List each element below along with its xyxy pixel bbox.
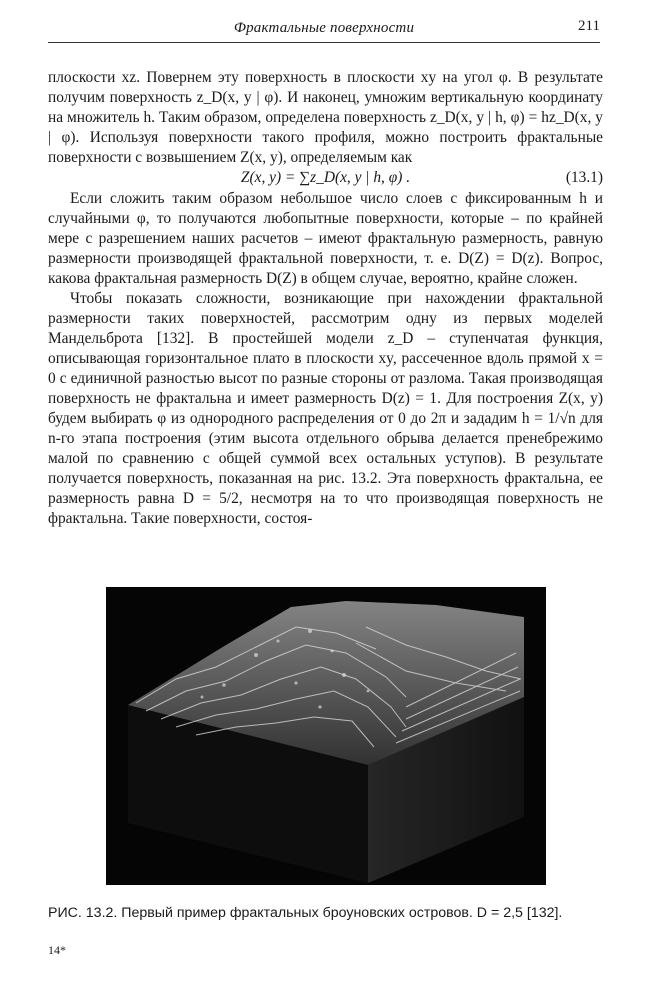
equation: Z(x, y) = ∑z_D(x, y | h, φ) . [240,169,411,186]
signature-mark: 14* [48,943,66,957]
page-header [48,18,600,42]
equation-line [48,168,603,189]
figure-caption: РИС. 13.2. Первый пример фрактальных броуновских островов. D = 2,5 [132]. [48,905,563,921]
figure-fractal-surface [106,587,546,885]
body-text [48,68,603,529]
running-title: Фрактальные поверхности [233,20,415,36]
header-rule [48,42,600,43]
fractal-surface-image [106,587,546,885]
paragraph-1: плоскости xz. Повернем эту поверхность в плоскости xy на угол φ. В результате получим поверхность z_D(x, y | φ). И наконец, умножим вертикальную координату на множитель h. Таким образом, определена поверхность z_D(x, y | h, φ) = hz_D(x, y | φ). Используя поверхности такого профиля, можно построить фрактальные поверхности с возвышением Z(x, y), определяемым как [48,69,603,166]
paragraph-3: Чтобы показать сложности, возникающие при нахождении фрактальной размерности таких поверхностей, рассмотрим одну из первых моделей Мандельброта [132]. В простейшей модели z_D – ступенчатая функция, описывающая горизонтальное плато в плоскости xy, рассеченное вдоль прямой x = 0 с единичной разностью высот по разные стороны от разлома. Такая производящая поверхность не фрактальна и имеет размерность D(z) = 1. Для построения Z(x, y) будем выбирать φ из однородного распределения от 0 до 2π и зададим h = 1/√n для n-го этапа построения (этим высота отдельного обрыва делается пренебрежимо малой по сравнению с общей суммой всех остальных уступов). В результате получается поверхность, показанная на рис. 13.2. Эта поверхность фрактальна, ее размерность равна D = 5/2, несмотря на то что производящая поверхность не фрактальна. Такие поверхности, состоя- [48,290,603,527]
equation-number: (13.1) [565,169,603,186]
paragraph-2: Если сложить таким образом небольшое число слоев с фиксированным h и случайными φ, то получаются любопытные поверхности, которые – по крайней мере с разрешением наших расчетов – имеют фрактальную размерность, равную размерности производящей фрактальной поверхности, т. е. D(Z) = D(z). Вопрос, какова фрактальная размерность D(Z) в общем случае, вероятно, крайне сложен. [48,190,603,287]
page-number: 211 [578,18,600,34]
